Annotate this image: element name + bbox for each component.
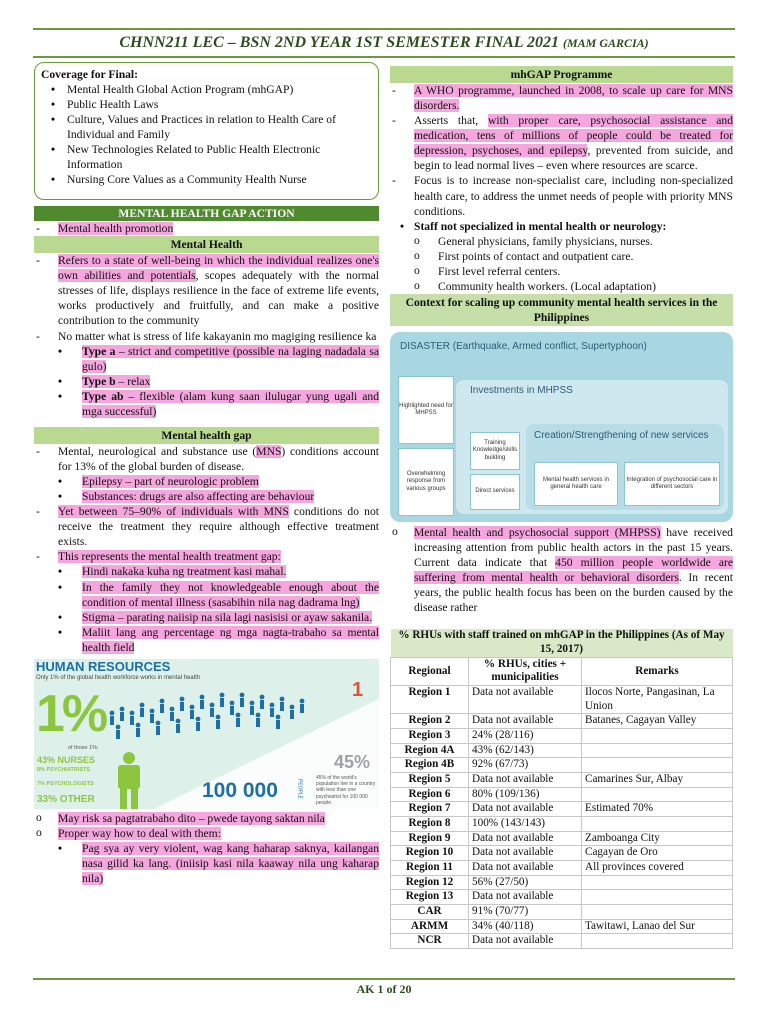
list-item: • Public Health Laws: [41, 97, 372, 112]
percent-cell: Data not available: [469, 802, 582, 817]
context-heading: Context for scaling up community mental health services in the Philippines: [390, 294, 733, 326]
mh-gap-list-1: [34, 444, 379, 474]
region-cell: Region 4A: [391, 743, 469, 758]
percent-cell: 43% (62/143): [469, 743, 582, 758]
region-cell: Region 11: [391, 860, 469, 875]
bottom-rule: [33, 978, 735, 980]
list-item: - Refers to a state of well-being in which the individual realizes one's own abilities and potentials, scopes adequately with the normal stresses of life, displays resilience in the face of extreme life events, works productively and fruitfully, and can make a positive contribution to the community: [34, 253, 379, 328]
coverage-heading: Coverage for Final:: [41, 68, 139, 81]
region-cell: Region 5: [391, 773, 469, 788]
region-cell: Region 4B: [391, 758, 469, 773]
training-box: Training Knowledge/skills building: [470, 432, 520, 470]
remarks-cell: [582, 743, 733, 758]
table-row: [391, 686, 733, 714]
remarks-cell: Ilocos Norte, Pangasinan, La Union: [582, 686, 733, 714]
list-item: • New Technologies Related to Public Health Electronic Information: [41, 142, 372, 172]
percent-cell: 34% (40/118): [469, 919, 582, 934]
direct-services-box: Direct services: [470, 474, 520, 510]
table-row: [391, 758, 733, 773]
remarks-cell: [582, 729, 733, 744]
general-health-box: Mental health services in general health care: [534, 462, 618, 506]
coverage-box: [34, 62, 379, 200]
list-item: • Type b – relax: [34, 374, 379, 389]
list-item: • Pag sya ay very violent, wag kang haharap saknya, kailangan nasa gilid ka lang. (iniisip kasi nila kaaway nila ung kaharap nila): [34, 841, 379, 886]
table-row: [391, 816, 733, 831]
table-row: [391, 934, 733, 949]
remarks-cell: [582, 904, 733, 919]
list-item: o Community health workers. (Local adaptation): [390, 279, 733, 294]
mhpss-list: [390, 525, 733, 615]
mns-sub-list: [34, 474, 379, 504]
disaster-label: DISASTER (Earthquake, Armed conflict, Supertyphoon): [400, 341, 647, 353]
table-row: [391, 875, 733, 890]
population-count: 100 000: [202, 778, 278, 802]
table-row: [391, 846, 733, 861]
remarks-cell: Batanes, Cagayan Valley: [582, 714, 733, 729]
people-label: PEOPLE: [296, 778, 303, 799]
title-rule: [33, 56, 735, 58]
promotion-list: [34, 221, 379, 236]
top-rule: [33, 28, 735, 30]
risk-list: [34, 811, 379, 841]
rhu-table: [390, 629, 733, 948]
list-item: • Hindi nakaka kuha ng treatment kasi mahal.: [34, 564, 379, 579]
remarks-cell: [582, 787, 733, 802]
region-cell: ARMM: [391, 919, 469, 934]
region-cell: Region 8: [391, 816, 469, 831]
region-cell: CAR: [391, 904, 469, 919]
section-heading-mh-gap: Mental health gap: [34, 427, 379, 444]
remarks-cell: [582, 875, 733, 890]
region-cell: Region 2: [391, 714, 469, 729]
list-item: - Mental health promotion: [34, 221, 379, 236]
page-title: CHNN211 LEC – BSN 2ND YEAR 1ST SEMESTER FINAL 2021 (MAM GARCIA): [119, 34, 649, 51]
col-header: Remarks: [582, 657, 733, 685]
personality-types: [34, 344, 379, 419]
percent-cell: Data not available: [469, 890, 582, 905]
region-cell: Region 3: [391, 729, 469, 744]
table-row: [391, 831, 733, 846]
infographic-title: HUMAN RESOURCES: [36, 658, 171, 674]
creation-label: Creation/Strengthening of new services: [534, 430, 709, 442]
remarks-cell: Zamboanga City: [582, 831, 733, 846]
list-item: o Proper way how to deal with them:: [34, 826, 379, 841]
table-row: [391, 919, 733, 934]
risk-sub-list: [34, 841, 379, 886]
staff-sub-list: [390, 234, 733, 294]
table-caption: % RHUs with staff trained on mhGAP in the Philippines (As of May 15, 2017): [391, 629, 733, 657]
person-icon: [112, 751, 146, 809]
list-item: • Stigma – parating naiisip na sila lagi nasisisi or ayaw sakanila.: [34, 610, 379, 625]
percent-cell: 92% (67/73): [469, 758, 582, 773]
author: (MAM GARCIA): [562, 36, 649, 50]
mental-health-list: [34, 253, 379, 343]
other-stat: 33% OTHER: [37, 793, 95, 805]
psychologists-stat: 7% PSYCHOLOGISTS: [37, 780, 94, 787]
list-item: - This represents the mental health treatment gap:: [34, 549, 379, 564]
table-row: [391, 890, 733, 905]
table-row: [391, 743, 733, 758]
section-heading-mental-health: Mental Health: [34, 236, 379, 253]
table-row: [391, 787, 733, 802]
remarks-cell: All provinces covered: [582, 860, 733, 875]
list-item: • Type a – strict and competitive (possible na laging nadadala sa gulo): [34, 344, 379, 374]
rhu-table-body: [391, 686, 733, 949]
nurses-stat: 43% NURSES: [37, 754, 96, 765]
list-item: • Culture, Values and Practices in relation to Health Care of Individual and Family: [41, 112, 372, 142]
percent-cell: 100% (143/143): [469, 816, 582, 831]
list-item: - Mental, neurological and substance use (MNS) conditions account for 13% of the global burden of disease.: [34, 444, 379, 474]
integration-box: Integration of psychosocial care in different sectors: [624, 462, 720, 506]
list-item: • Nursing Core Values as a Community Health Nurse: [41, 172, 372, 187]
region-cell: Region 1: [391, 686, 469, 714]
section-heading-mhgap: mhGAP Programme: [390, 66, 733, 83]
investments-label: Investments in MHPSS: [470, 385, 573, 397]
percent-cell: 91% (70/77): [469, 904, 582, 919]
remarks-cell: [582, 934, 733, 949]
table-row: [391, 860, 733, 875]
of-these-label: of those 1%:: [68, 744, 99, 751]
pct45-note: 45% of the world's population live in a country with less than one psychiatrist for 100 000 people: [316, 774, 376, 806]
human-resources-infographic: [34, 659, 379, 809]
psychiatrists-stat: 8% PSYCHIATRISTS: [37, 766, 91, 773]
list-item: - Focus is to increase non-specialist care, including non-specialized health care, to address the unmet needs of people with priority MNS conditions.: [390, 173, 733, 218]
remarks-cell: [582, 758, 733, 773]
remarks-cell: Estimated 70%: [582, 802, 733, 817]
percent-cell: Data not available: [469, 860, 582, 875]
percent-cell: Data not available: [469, 773, 582, 788]
list-item: o General physicians, family physicians, nurses.: [390, 234, 733, 249]
list-item: • Staff not specialized in mental health or neurology:: [390, 219, 733, 234]
remarks-cell: Cagayan de Oro: [582, 846, 733, 861]
big-percent: 1%: [36, 684, 106, 743]
region-cell: NCR: [391, 934, 469, 949]
percent-cell: 56% (27/50): [469, 875, 582, 890]
list-item: • Type ab – flexible (alam kung saan ilulugar yung ugali and mga successful): [34, 389, 379, 419]
region-cell: Region 12: [391, 875, 469, 890]
list-item: • In the family they not knowledgeable enough about the condition of mental illness (sasabihin nila nag dadrama lng): [34, 580, 379, 610]
mhgap-list: [390, 83, 733, 219]
list-item: - A WHO programme, launched in 2008, to scale up care for MNS disorders.: [390, 83, 733, 113]
pct45-value: 45%: [334, 751, 371, 772]
col-header: % RHUs, cities + municipalities: [469, 657, 582, 685]
mh-gap-list-2: [34, 504, 379, 564]
right-column: [390, 66, 733, 949]
percent-cell: Data not available: [469, 846, 582, 861]
percent-cell: Data not available: [469, 714, 582, 729]
table-row: [391, 773, 733, 788]
percent-cell: Data not available: [469, 934, 582, 949]
region-cell: Region 10: [391, 846, 469, 861]
remarks-cell: Camarines Sur, Albay: [582, 773, 733, 788]
percent-cell: Data not available: [469, 831, 582, 846]
list-item: • Epilepsy – part of neurologic problem: [34, 474, 379, 489]
percent-cell: 24% (28/116): [469, 729, 582, 744]
overwhelming-box: Overwhelming response from various groups: [398, 448, 454, 516]
col-header: Regional: [391, 657, 469, 685]
percent-cell: 80% (109/136): [469, 787, 582, 802]
list-item: - Asserts that, with proper care, psychosocial assistance and medication, tens of millions of people could be treated for depression, psychoses, and epilepsy, prevented from suicide, and begin to lead normal lives – even where resources are scarce.: [390, 113, 733, 173]
percent-cell: Data not available: [469, 686, 582, 714]
left-column: [34, 62, 379, 886]
remarks-cell: [582, 816, 733, 831]
coverage-list: [41, 82, 372, 187]
remarks-cell: Tawitawi, Lanao del Sur: [582, 919, 733, 934]
list-item: o May risk sa pagtatrabaho dito – pwede tayong saktan nila: [34, 811, 379, 826]
remarks-cell: [582, 890, 733, 905]
ratio-one: 1: [352, 678, 364, 701]
section-heading-mhga: MENTAL HEALTH GAP ACTION: [34, 206, 379, 221]
region-cell: Region 6: [391, 787, 469, 802]
infographic-subtitle: Only 1% of the global health workforce works in mental health: [36, 674, 201, 681]
table-row: [391, 802, 733, 817]
mhpss-diagram: [390, 332, 733, 522]
list-item: • Substances: drugs are also affecting are behaviour: [34, 489, 379, 504]
list-item: o First points of contact and outpatient care.: [390, 249, 733, 264]
list-item: o Mental health and psychosocial support (MHPSS) have received increasing attention from public health actors in the past 15 years. Current data indicate that 450 million people worldwide are suffering from mental health or behavioral disorders. In recent years, the public health focus has been on the burden caused by the disease rather: [390, 525, 733, 615]
list-item: • Mental Health Global Action Program (mhGAP): [41, 82, 372, 97]
highlighted-need-box: Highlighted need for MHPSS: [398, 376, 454, 444]
region-cell: Region 9: [391, 831, 469, 846]
list-item: - No matter what is stress of life kakayanin mo magiging resilience ka: [34, 329, 379, 344]
list-item: - Yet between 75–90% of individuals with MNS conditions do not receive the treatment they require although effective treatment exists.: [34, 504, 379, 549]
list-item: o First level referral centers.: [390, 264, 733, 279]
table-row: [391, 714, 733, 729]
table-row: [391, 904, 733, 919]
treatment-gap-list: [34, 564, 379, 654]
list-item: • Maliit lang ang percentage ng mga nagta-trabaho sa mental health field: [34, 625, 379, 655]
staff-list: [390, 219, 733, 234]
page-number: AK 1 of 20: [356, 982, 412, 996]
table-row: [391, 729, 733, 744]
region-cell: Region 7: [391, 802, 469, 817]
region-cell: Region 13: [391, 890, 469, 905]
